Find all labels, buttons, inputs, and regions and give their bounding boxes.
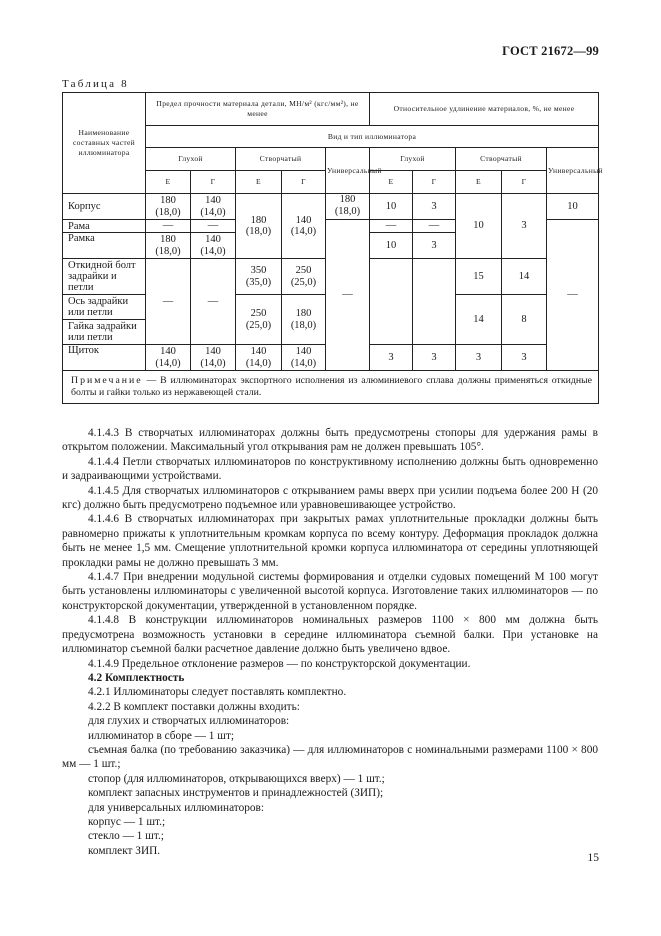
table-cell: — bbox=[547, 220, 599, 371]
table-cell: 180 (18,0) bbox=[146, 233, 191, 259]
note-label: Примечание bbox=[71, 375, 143, 386]
col-header-e: Е bbox=[456, 171, 502, 194]
col-header-universal: Универсальный bbox=[547, 148, 599, 194]
list-item: стекло — 1 шт.; bbox=[88, 830, 164, 843]
row-name: Корпус bbox=[63, 194, 146, 220]
row-name: Ось задрайки или петли bbox=[63, 295, 146, 320]
table-note-row bbox=[63, 371, 599, 404]
col-header-elongation: Относительное удлинение материалов, %, не менее bbox=[370, 93, 599, 126]
col-header-f: Г bbox=[502, 171, 547, 194]
table-cell: 180 (18,0) bbox=[146, 194, 191, 220]
table-cell: 10 bbox=[370, 194, 413, 220]
table-cell: — bbox=[146, 220, 191, 233]
table-cell: 180 (18,0) bbox=[282, 295, 326, 345]
table-cell: 180 (18,0) bbox=[326, 194, 370, 220]
list-item: для универсальных иллюминаторов: bbox=[88, 801, 265, 814]
col-header-blind: Глухой bbox=[146, 148, 236, 171]
list-item: съемная балка (по требованию заказчика) — для иллюминаторов с номинальными размерами 1100 × 800 мм — 1 шт.; bbox=[62, 743, 598, 771]
table-cell: 10 bbox=[370, 233, 413, 259]
table-cell: — bbox=[326, 220, 370, 371]
table-cell: 10 bbox=[547, 194, 599, 220]
col-header-e: Е bbox=[370, 171, 413, 194]
table-cell: 10 bbox=[456, 194, 502, 259]
table-cell: 140 (14,0) bbox=[146, 345, 191, 371]
paragraph: 4.1.4.6 В створчатых иллюминаторах при закрытых рамах уплотнительные прокладки должны быть равномерно прижаты к уплотнительным кромкам корпуса по всему контуру. Деформация прокладок должна быть не менее 1,5 мм. Смещение уплотнительной кромки корпуса иллюминатора от середины уплотняющей прокладки рамы не должно превышать 3 мм. bbox=[62, 513, 598, 569]
document-header: ГОСТ 21672—99 bbox=[502, 44, 599, 58]
table-cell bbox=[370, 259, 413, 345]
paragraph: 4.1.4.3 В створчатых иллюминаторах должны быть предусмотрены стопоры для удержания рамы в открытом положении. Максимальный угол открывания рам не должен превышать 105°. bbox=[62, 427, 598, 454]
row-name: Гайка задрайки или петли bbox=[63, 320, 146, 345]
col-header-strength: Предел прочности материала детали, МН/м² (кгс/мм²), не менее bbox=[146, 93, 370, 126]
table-cell: 3 bbox=[413, 345, 456, 371]
table-cell: 140 (14,0) bbox=[191, 194, 236, 220]
paragraph: 4.1.4.9 Предельное отклонение размеров — по конструкторской документации. bbox=[88, 657, 471, 670]
col-header-e: Е bbox=[146, 171, 191, 194]
table-cell: 140 (14,0) bbox=[282, 345, 326, 371]
col-header-type: Вид и тип иллюминатора bbox=[146, 126, 599, 148]
table-cell: 140 (14,0) bbox=[191, 345, 236, 371]
paragraph: 4.1.4.8 В конструкции иллюминаторов номинальных размеров 1100 × 800 мм должна быть предусмотрена возможность установки в середине иллюминатора съемной балки. При установке на иллюминатор съемной балки расчетное давление должно быть увеличено вдвое. bbox=[62, 614, 598, 656]
col-header-name: Наименование составных частей иллюминатора bbox=[63, 93, 146, 194]
table-note bbox=[63, 371, 599, 404]
row-name: Рамка bbox=[63, 233, 146, 259]
table-cell: 14 bbox=[456, 295, 502, 345]
table-cell: 3 bbox=[413, 233, 456, 259]
table-cell: — bbox=[191, 259, 236, 345]
table-cell: 3 bbox=[502, 194, 547, 259]
paragraph: 4.1.4.7 При внедрении модульной системы формирования и отделки судовых помещений М 100 могут быть установлены иллюминаторы с увеличенной высотой корпуса. Изготовление таких иллюминаторов — по конструкторской документации, утвержденной в установленном порядке. bbox=[62, 571, 598, 612]
table-cell: 140 (14,0) bbox=[282, 194, 326, 259]
paragraph: 4.1.4.4 Петли створчатых иллюминаторов по конструктивному исполнению должны быть одновременно и задраивающими устройствами. bbox=[62, 455, 598, 483]
table-cell: 250 (25,0) bbox=[236, 295, 282, 345]
table-cell: 3 bbox=[456, 345, 502, 371]
table-cell: 250 (25,0) bbox=[282, 259, 326, 295]
row-name: Щиток bbox=[63, 345, 146, 371]
table-cell: 3 bbox=[502, 345, 547, 371]
table-cell: 140 (14,0) bbox=[236, 345, 282, 371]
table-cell: — bbox=[413, 220, 456, 233]
table-cell: 140 (14,0) bbox=[191, 233, 236, 259]
col-header-f: Г bbox=[413, 171, 456, 194]
table-cell: 15 bbox=[456, 259, 502, 295]
table-cell: 350 (35,0) bbox=[236, 259, 282, 295]
page-number: 15 bbox=[587, 852, 599, 864]
list-item: для глухих и створчатых иллюминаторов: bbox=[88, 715, 290, 728]
paragraph: 4.1.4.5 Для створчатых иллюминаторов с открыванием рамы вверх при усилии подъема более 200 Н (20 кгс) должно быть предусмотрено подъемное или уравновешивающее устройство. bbox=[62, 484, 598, 512]
col-header-hinged: Створчатый bbox=[456, 148, 547, 171]
table-cell: 8 bbox=[502, 295, 547, 345]
row-name: Рама bbox=[63, 220, 146, 233]
col-header-blind: Глухой bbox=[370, 148, 456, 171]
table-cell: 3 bbox=[413, 194, 456, 220]
list-item: комплект ЗИП. bbox=[88, 844, 161, 857]
table-cell bbox=[413, 259, 456, 345]
col-header-hinged: Створчатый bbox=[236, 148, 326, 171]
table-cell: — bbox=[370, 220, 413, 233]
properties-table bbox=[62, 92, 603, 404]
table-cell: — bbox=[146, 259, 191, 345]
list-item: стопор (для иллюминаторов, открывающихся вверх) — 1 шт.; bbox=[88, 772, 385, 785]
row-name: Откидной болт задрайки и петли bbox=[63, 259, 146, 295]
note-text: — В иллюминаторах экспортного исполнения из алюминиевого сплава должны применяться откидные болты и гайки только из нержавеющей стали. bbox=[71, 375, 593, 398]
paragraph: 4.2.1 Иллюминаторы следует поставлять комплектно. bbox=[88, 686, 347, 699]
body-text bbox=[62, 426, 598, 858]
col-header-f: Г bbox=[191, 171, 236, 194]
table-cell: 3 bbox=[370, 345, 413, 371]
list-item: комплект запасных инструментов и принадлежностей (ЗИП); bbox=[88, 787, 384, 800]
table-cell: 14 bbox=[502, 259, 547, 295]
table-caption: Таблица 8 bbox=[62, 78, 129, 90]
table-cell: 180 (18,0) bbox=[236, 194, 282, 259]
list-item: корпус — 1 шт.; bbox=[88, 815, 166, 828]
paragraph: 4.2.2 В комплект поставки должны входить: bbox=[88, 700, 300, 713]
list-item: иллюминатор в сборе — 1 шт; bbox=[88, 729, 235, 742]
col-header-universal: Универсальный bbox=[326, 148, 370, 194]
table-cell: — bbox=[191, 220, 236, 233]
col-header-f: Г bbox=[282, 171, 326, 194]
col-header-e: Е bbox=[236, 171, 282, 194]
section-heading: 4.2 Комплектность bbox=[88, 671, 185, 684]
table-row bbox=[63, 194, 599, 220]
